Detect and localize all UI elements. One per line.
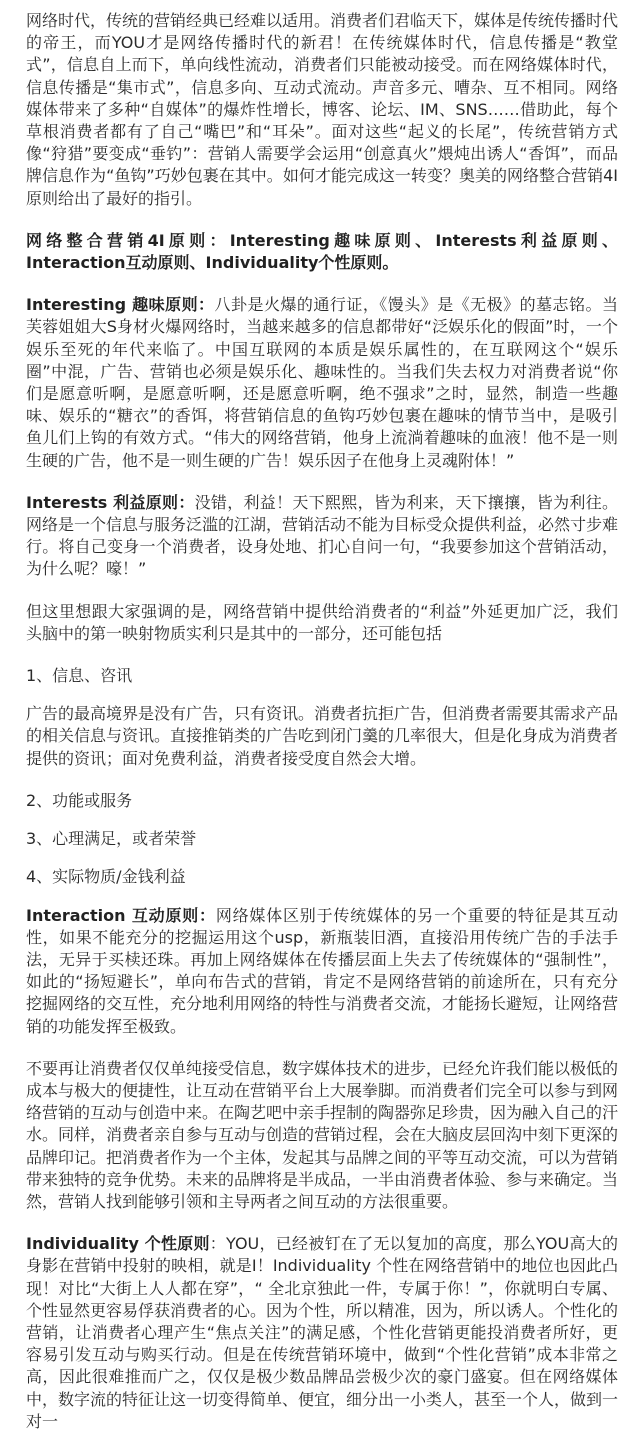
interesting-paragraph bbox=[26, 294, 618, 472]
interaction-label: Interaction 互动原则： bbox=[26, 905, 216, 925]
list-item-2: 2、功能或服务 bbox=[26, 790, 133, 810]
interaction-text: 网络媒体区别于传统媒体的另一个重要的特征是其互动性，如果不能充分的挖掘运用这个usp，新瓶装旧酒，直接沿用传统广告的手法手法，无异于买椟还珠。再加上网络媒体在传播层面上失去了传统媒体的“强制性”，如此的“扬短避长”，单向布告式的营销，肯定不是网络营销的前途所在，只有充分挖掘网络的交互性，充分地利用网络的特性与消费者交流，才能扬长避短，让网络营销的功能发挥至极致。 bbox=[26, 905, 619, 1036]
interests-paragraph bbox=[26, 492, 618, 581]
interesting-label: Interesting 趣味原则： bbox=[26, 295, 215, 315]
individuality-label: Individuality 个性原则 bbox=[26, 1234, 210, 1254]
info-paragraph: 广告的最高境界是没有广告，只有资讯。消费者抗拒广告，但消费者需要其需求产品的相关信息与资讯。直接推销类的广告吃到闭门羹的几率很大，但是化身成为消费者提供的资讯；面对免费利益，消费者接受度自然会大增。 bbox=[26, 704, 619, 768]
interests-text: 没错，利益！天下熙熙，皆为利来，天下攘攘，皆为利往。网络是一个信息与服务泛滥的江湖，营销活动不能为目标受众提供利益，必然寸步难行。将自己变身一个消费者，设身处地、扪心自问一句，“我要参加这个营销活动，为什么呢？嚎！” bbox=[26, 492, 619, 579]
interesting-text: 八卦是火爆的通行证，《馒头》是《无极》的墓志铭。当芙蓉姐姐大S身材火爆网络时，当越来越多的信息都带好“泛娱乐化的假面”时，一个娱乐至死的年代来临了。中国互联网的本质是娱乐属性的，在互联网这个“娱乐圈”中混，广告、营销也必须是娱乐化、趣味性的。当我们失去权力对消费者说“你们是愿意听啊，是愿意听啊，还是愿意听啊，绝不强求”之时，显然，制造一些趣味、娱乐的“糖衣”的香饵，将营销信息的鱼钩巧妙包裹在趣味的情节当中，是吸引鱼儿们上钩的有效方式。“伟大的网络营销，他身上流淌着趣味的血液！他不是一则生硬的广告，他不是一则生硬的广告！娱乐因子在他身上灵魂附体！” bbox=[26, 295, 618, 470]
individuality-paragraph bbox=[26, 1233, 618, 1433]
principles-heading bbox=[26, 230, 618, 274]
interaction-paragraph bbox=[26, 905, 618, 1038]
interests-extra-paragraph: 但这里想跟大家强调的是，网络营销中提供给消费者的“利益”外延更加广泛，我们头脑中的第一映射物质实利只是其中的一部分，还可能包括 bbox=[26, 601, 618, 643]
list-item-3: 3、心理满足，或者荣誉 bbox=[26, 829, 197, 849]
list-item-4: 4、实际物质/金钱利益 bbox=[26, 867, 186, 887]
principles-heading-text: 网络整合营销4I原则：Interesting趣味原则、Interests利益原则、Interaction互动原则、Individuality个性原则。 bbox=[26, 230, 618, 273]
individuality-text: ：YOU，已经被钉在了无以复加的高度，那么YOU高大的身影在营销中投射的映相，就是I！Individuality 个性在网络营销中的地位也因此凸现！对比“大街上人人都在穿”，“ 全北京独此一件，专属于你！”，你就明白专属、个性显然更容易俘获消费者的心。因为个性，所以精准，因为，所以诱人。个性化的营销，让消费者心理产生“焦点关注”的满足感，个性化营销更能投消费者所好，更容易引发互动与购买行动。但是在传统营销环境中，做到“个性化营销”成本非常之高，因此很难推而广之，仅仅是极少数品牌品尝极少次的豪门盛宴。但在网络媒体中，数字流的特征让这一切变得简单、便宜，细分出一小类人，甚至一个人，做到一对一 bbox=[26, 1234, 619, 1431]
bottom-fade bbox=[0, 1438, 640, 1456]
intro-paragraph: 网络时代，传统的营销经典已经难以适用。消费者们君临天下，媒体是传统传播时代的帝王，而YOU才是网络传播时代的新君！在传统媒体时代，信息传播是“教堂式”，信息自上而下，单向线性流动，消费者们只能被动接受。而在网络媒体时代，信息传播是“集市式”，信息多向、互动式流动。声音多元、嘈杂、互不相同。网络媒体带来了多种“自媒体”的爆炸性增长，博客、论坛、IM、SNS……借助此，每个草根消费者都有了自己“嘴巴”和“耳朵”。面对这些“起义的长尾”，传统营销方式像“狩猎”要变成“垂钓”：营销人需要学会运用“创意真火”煨炖出诱人“香饵”，而品牌信息作为“鱼钩”巧妙包裹在其中。如何才能完成这一转变？奥美的网络整合营销4I原则给出了最好的指引。 bbox=[26, 11, 619, 208]
interaction-extra-paragraph: 不要再让消费者仅仅单纯接受信息，数字媒体技术的进步，已经允许我们能以极低的成本与极大的便捷性，让互动在营销平台上大展拳脚。而消费者们完全可以参与到网络营销的互动与创造中来。在陶艺吧中亲手捏制的陶器弥足珍贵，因为融入自己的汗水。同样，消费者亲自参与互动与创造的营销过程，会在大脑皮层回沟中刻下更深的品牌印记。把消费者作为一个主体，发起其与品牌之间的平等互动交流，可以为营销带来独特的竞争优势。未来的品牌将是半成品，一半由消费者体验、参与来确定。当然，营销人找到能够引领和主导两者之间互动的方法很重要。 bbox=[26, 1058, 619, 1211]
interests-label: Interests 利益原则： bbox=[26, 492, 195, 512]
article-body bbox=[26, 10, 618, 1453]
list-item-1: 1、信息、咨讯 bbox=[26, 666, 133, 686]
